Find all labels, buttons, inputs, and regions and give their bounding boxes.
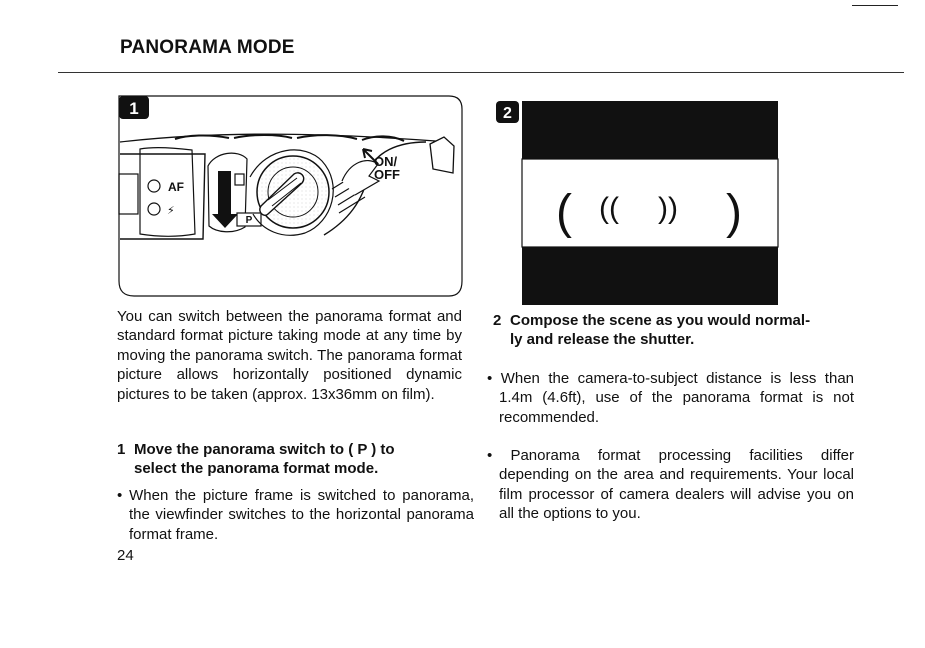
camera-top-edge [120,134,449,142]
flash-label: ⚡ [167,204,175,217]
af-label: AF [168,180,184,194]
intro-paragraph: You can switch between the panorama format and standard format picture taking mode at any time by moving the panorama switch. The panorama format picture allows horizontally positioned dynamic pictures to be taken (approx. 13x36mm on film). [117,308,462,403]
camera-top-ridges [175,135,404,141]
top-right-rule [852,5,898,6]
viewfinder-right-bracket: ) [726,186,742,239]
step-2-heading-line-2: ly and release the shutter. [510,331,695,349]
viewfinder-bottom-mask [522,247,778,305]
step-2-heading-line-1: Compose the scene as you would normal- [510,312,811,329]
flash-led [148,203,160,215]
camera-side-flap [430,137,454,173]
distance-bullet: • When the camera-to-subject distance is less than 1.4m (4.6ft), use of the panorama format is not recommended. [487,370,854,426]
camera-illustration [117,94,462,297]
figure1-badge-label: 1 [129,99,139,118]
viewfinder-left-inner-marks: (( [599,192,619,225]
figure2-badge-label: 2 [503,105,512,122]
viewfinder-left-bracket: ( [556,186,572,239]
step-2-number: 2 [493,312,502,329]
side-slot [119,174,138,214]
viewfinder-illustration-svg [496,101,779,306]
page-title: PANORAMA MODE [120,37,295,58]
on-off-label: ON/ OFF [374,154,400,182]
viewfinder-illustration [496,101,779,306]
step-1-heading-line-1: Move the panorama switch to ( P ) to [134,441,395,458]
viewfinder-top-mask [522,101,778,159]
step-1-heading [117,440,462,479]
viewfinder-right-inner-marks: )) [658,192,678,225]
step-1-bullet: • When the picture frame is switched to panorama, the viewfinder switches to the horizontal panorama format frame. [117,487,474,543]
page-number: 24 [117,547,134,564]
step-1-heading-line-2: select the panorama format mode. [134,460,379,478]
processing-bullet: • Panorama format processing facilities differ depending on the area and requirements. Your local film processor of camera dealers will advise you on all the options to you. [487,447,854,523]
af-led [148,180,160,192]
camera-illustration-svg [117,94,462,297]
step-1-number: 1 [117,441,126,458]
panorama-symbol: P [245,215,253,226]
header-divider [58,72,904,73]
step-2-heading [493,311,843,350]
